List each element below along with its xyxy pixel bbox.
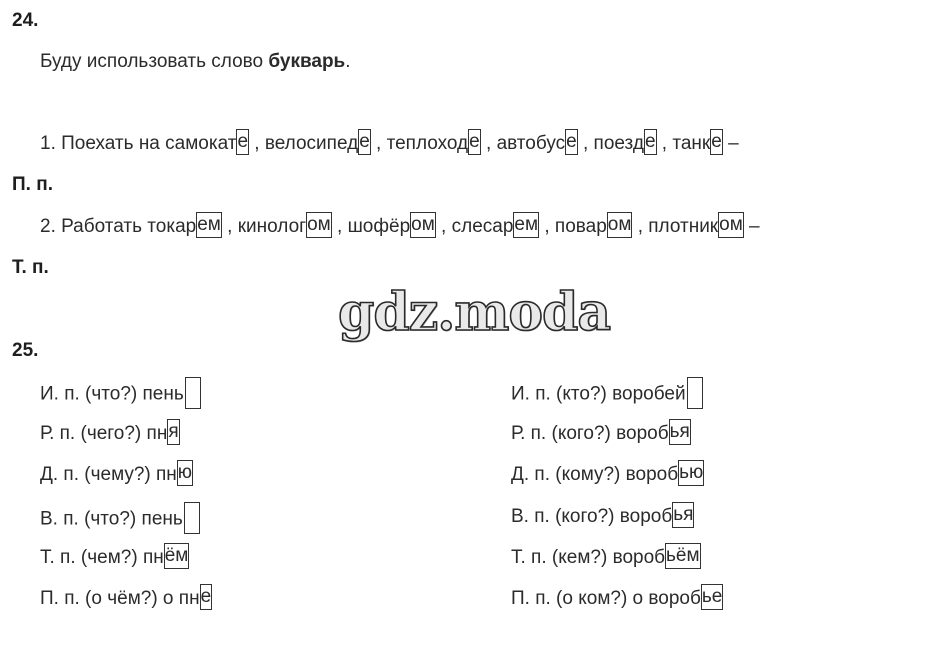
ending-box: ье xyxy=(701,584,723,610)
word-separator: – xyxy=(743,216,760,237)
line-2-prefix: 2. Работать xyxy=(40,216,148,237)
exercise-25-number: 25. xyxy=(12,340,39,361)
word-stem: теплоход xyxy=(386,133,469,154)
ending-box: ья xyxy=(672,502,694,528)
case-question: Д. п. (чему?) xyxy=(40,464,157,485)
ending-box: ьём xyxy=(665,543,701,569)
word-separator: , xyxy=(480,133,497,154)
word-separator: , xyxy=(539,216,555,237)
word-stem: кинолог xyxy=(237,216,307,237)
ending-box: ом xyxy=(306,212,332,238)
word-stem: токар xyxy=(147,216,197,237)
word-stem: пн xyxy=(146,423,168,444)
case-question: И. п. (что?) xyxy=(40,383,143,405)
exercise-24-line-2 xyxy=(40,215,760,239)
declension-row xyxy=(511,587,723,611)
word-stem: велосипед xyxy=(264,133,359,154)
word-stem: вороб xyxy=(612,547,666,568)
ending-box: ем xyxy=(196,212,222,238)
case-question: Т. п. (кем?) xyxy=(511,547,613,568)
line-2-case: Т. п. xyxy=(12,257,49,278)
intro-text: Буду использовать слово xyxy=(40,51,269,72)
case-question: И. п. (кто?) xyxy=(511,383,613,405)
declension-row xyxy=(511,546,701,570)
ending-box: ью xyxy=(678,460,704,486)
word-stem: пень xyxy=(141,508,183,530)
line-2-words xyxy=(147,216,759,237)
declension-row xyxy=(40,546,189,570)
word-separator: , xyxy=(249,133,265,154)
ending-box: ом xyxy=(410,212,436,238)
case-question: Д. п. (кому?) xyxy=(511,464,626,485)
case-question: Р. п. (чего?) xyxy=(40,423,147,444)
word-separator: , xyxy=(656,133,673,154)
ending-box: я xyxy=(167,419,179,445)
ending-box xyxy=(184,502,200,534)
ending-box: ем xyxy=(513,212,539,238)
declension-row xyxy=(40,463,193,487)
word-stem: пн xyxy=(156,464,177,485)
word-stem: плотник xyxy=(648,216,719,237)
ending-box: ём xyxy=(164,543,190,569)
ending-box: е xyxy=(200,584,213,610)
word-separator: , xyxy=(435,216,452,237)
ending-box: е xyxy=(468,129,481,155)
ending-box: ом xyxy=(607,212,633,238)
declension-row xyxy=(40,505,200,534)
line-1-case: П. п. xyxy=(12,174,53,195)
ending-box xyxy=(687,377,703,409)
case-question: В. п. (что?) xyxy=(40,508,142,530)
word-separator: , xyxy=(370,133,387,154)
exercise-24-number: 24. xyxy=(12,10,39,31)
word-stem: поезд xyxy=(593,133,644,154)
word-stem: вороб xyxy=(616,423,669,444)
word-separator: , xyxy=(221,216,238,237)
word-separator: , xyxy=(632,216,649,237)
word-stem: вороб xyxy=(619,506,673,527)
word-stem: автобус xyxy=(496,133,566,154)
word-stem: пн xyxy=(178,588,200,609)
word-stem: повар xyxy=(554,216,607,237)
word-stem: вороб xyxy=(625,464,679,485)
watermark-logo: gdz.moda xyxy=(338,282,611,343)
exercise-24-line-1 xyxy=(40,132,739,156)
ending-box: е xyxy=(358,129,371,155)
ending-box: ю xyxy=(177,460,193,486)
declension-row xyxy=(511,422,691,446)
declension-row xyxy=(511,380,703,409)
word-stem: слесар xyxy=(451,216,514,237)
exercise-24-intro xyxy=(40,50,351,74)
case-question: П. п. (о чём?) о xyxy=(40,588,179,609)
declension-row xyxy=(40,380,201,409)
word-stem: танк xyxy=(672,133,711,154)
line-1-prefix: 1. Поехать на xyxy=(40,133,166,154)
ending-box: ом xyxy=(718,212,744,238)
ending-box: е xyxy=(565,129,578,155)
declension-row xyxy=(511,505,694,529)
word-stem: пень xyxy=(142,383,184,405)
ending-box: е xyxy=(710,129,723,155)
word-separator: – xyxy=(722,133,739,154)
declension-row xyxy=(511,463,704,487)
case-question: Т. п. (чем?) xyxy=(40,547,143,568)
word-separator: , xyxy=(577,133,594,154)
ending-box: е xyxy=(236,129,249,155)
word-stem: самокат xyxy=(165,133,237,154)
word-stem: шофёр xyxy=(347,216,411,237)
ending-box: ья xyxy=(669,419,691,445)
intro-bold-word: букварь xyxy=(268,51,346,72)
word-separator: , xyxy=(331,216,348,237)
word-stem: вороб xyxy=(648,588,701,609)
ending-box xyxy=(185,377,201,409)
case-question: В. п. (кого?) xyxy=(511,506,620,527)
intro-period: . xyxy=(345,51,351,72)
declension-row xyxy=(40,587,212,611)
case-question: П. п. (о ком?) о xyxy=(511,588,649,609)
line-1-words xyxy=(165,133,739,154)
declension-row xyxy=(40,422,180,446)
word-stem: пн xyxy=(142,547,164,568)
ending-box: е xyxy=(644,129,657,155)
word-stem: воробей xyxy=(612,383,686,405)
case-question: Р. п. (кого?) xyxy=(511,423,617,444)
